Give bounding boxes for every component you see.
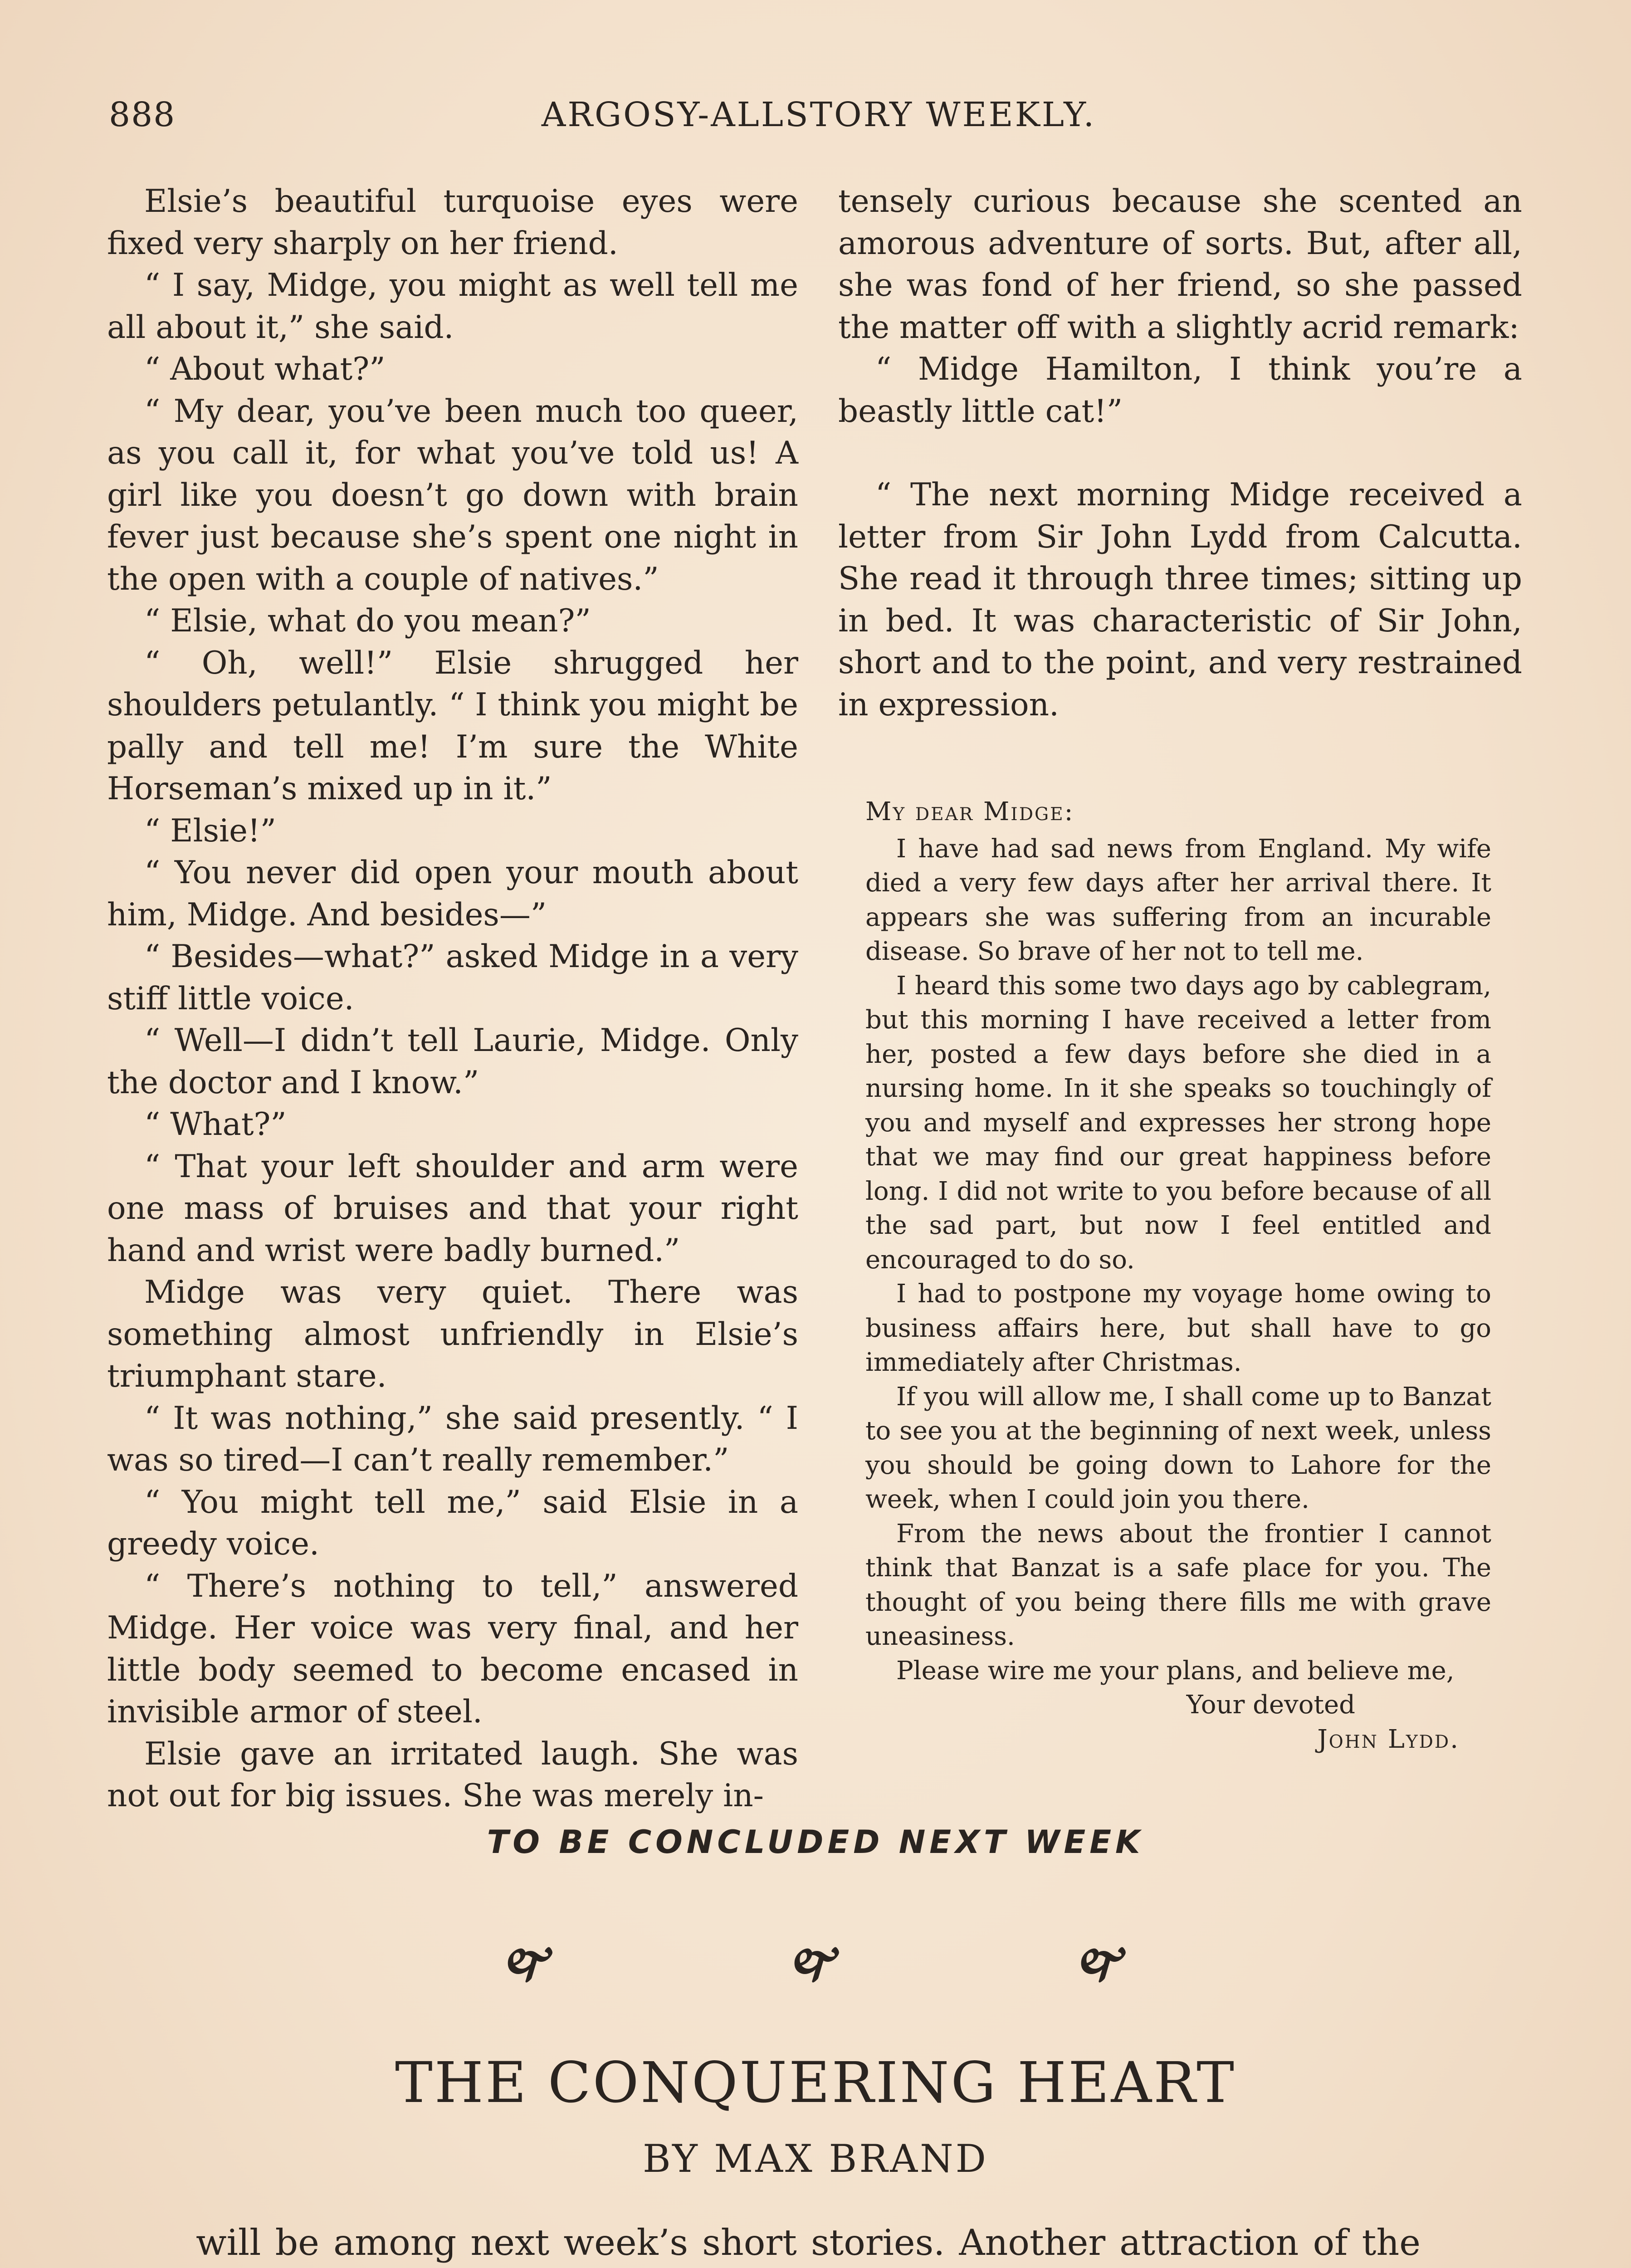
right-text-column (838, 181, 1522, 726)
letter-closing: Your devoted (1186, 1690, 1355, 1720)
letter-signature: John Lydd. (1317, 1724, 1460, 1754)
paragraph: “ My dear, you’ve been much too queer, as you call it, for what you’ve told us! A girl like you doesn’t go down with brain fever just because she’s spent one night in the open with a couple of natives.” (107, 393, 798, 597)
letter-paragraph: I had to postpone my voyage home owing to business affairs here, but shall have to go immediately after Christmas. (865, 1279, 1491, 1377)
paragraph: Elsie’s beautiful turquoise eyes were fixed very sharply on her friend. (107, 183, 798, 262)
paragraph: “ You never did open your mouth about him, Midge. And besides—” (107, 855, 798, 933)
continued-notice: TO BE CONCLUDED NEXT WEEK (487, 1823, 1144, 1861)
next-story-byline: BY MAX BRAND (642, 2136, 989, 2181)
paragraph: “ Well—I didn’t tell Laurie, Midge. Only the doctor and I know.” (107, 1022, 798, 1101)
letter-salutation: My dear Midge: (865, 797, 1074, 826)
paragraph: “ What?” (144, 1106, 287, 1143)
paragraph: “ Elsie!” (144, 812, 276, 849)
paragraph: “ Midge Hamilton, I think you’re a beastly little cat!” (838, 351, 1522, 430)
page-number: 888 (109, 95, 176, 134)
letter-paragraph: I have had sad news from England. My wife died a very few days after her arrival there. It appears she was suffering from an incurable disease. So brave of her not to tell me. (865, 834, 1491, 966)
paragraph: “ Oh, well!” Elsie shrugged her shoulders petulantly. “ I think you might be pally and tell me! I’m sure the White Horseman’s mixed up in it.” (107, 645, 798, 807)
quoted-letter (865, 795, 1491, 1756)
page-header (104, 95, 1542, 150)
paragraph: Elsie gave an irritated laugh. She was not out for big issues. She was merely in- (107, 1735, 798, 1814)
paragraph: “ Besides—what?” asked Midge in a very stiff little voice. (107, 938, 798, 1017)
ornament-icon: 🙰 (1074, 1936, 1130, 1987)
letter-paragraph: I heard this some two days ago by cablegram, but this morning I have received a letter from her, posted a few days before she died in a nursing home. In it she speaks so touchingly of you and myself and expresses her strong hope that we may find our great happiness before long. I did not write to you before because of all the sad part, but now I feel entitled and encouraged to do so. (865, 971, 1491, 1275)
paragraph: “ Elsie, what do you mean?” (144, 603, 591, 639)
ornament-divider (0, 1930, 1631, 2004)
next-story-title: THE CONQUERING HEART (395, 2050, 1236, 2116)
running-title: ARGOSY-ALLSTORY WEEKLY. (541, 95, 1096, 134)
ornament-icon: 🙰 (788, 1936, 843, 1987)
letter-paragraph: From the news about the frontier I cannot think that Banzat is a safe place for you. The thought of you being there fills me with grave uneasiness. (865, 1519, 1491, 1651)
paragraph: tensely curious because she scented an amorous adventure of sorts. But, after all, she was fond of her friend, so she passed the matter off with a slightly acrid remark: (838, 183, 1522, 346)
paragraph: “ I say, Midge, you might as well tell me all about it,” she said. (107, 267, 798, 346)
left-text-column (107, 181, 798, 1817)
paragraph: Midge was very quiet. There was something almost unfriendly in Elsie’s triumphant stare. (107, 1274, 798, 1394)
paragraph: “ That your left shoulder and arm were one mass of bruises and that your right hand and wrist were badly burned.” (107, 1148, 798, 1269)
letter-paragraph: Please wire me your plans, and believe me, (896, 1656, 1455, 1686)
next-week-announcement: will be among next week’s short stories. Another attraction of the (196, 2222, 1421, 2263)
paragraph: “ About what?” (144, 351, 386, 387)
paragraph: “ The next morning Midge received a letter from Sir John Lydd from Calcutta. She read it through three times; sitting up in bed. It was characteristic of Sir John, short and to the point, and very restrained in expression. (838, 477, 1522, 723)
ornament-icon: 🙰 (501, 1936, 557, 1987)
paragraph: “ You might tell me,” said Elsie in a greedy voice. (107, 1484, 798, 1562)
letter-paragraph: If you will allow me, I shall come up to Banzat to see you at the beginning of next week, unless you should be going down to Lahore for the week, when I could join you there. (865, 1382, 1491, 1514)
paragraph: “ It was nothing,” she said presently. “ I was so tired—I can’t really remember.” (107, 1400, 798, 1478)
paragraph: “ There’s nothing to tell,” answered Midge. Her voice was very final, and her little body seemed to become encased in invisible armor of steel. (107, 1568, 798, 1730)
